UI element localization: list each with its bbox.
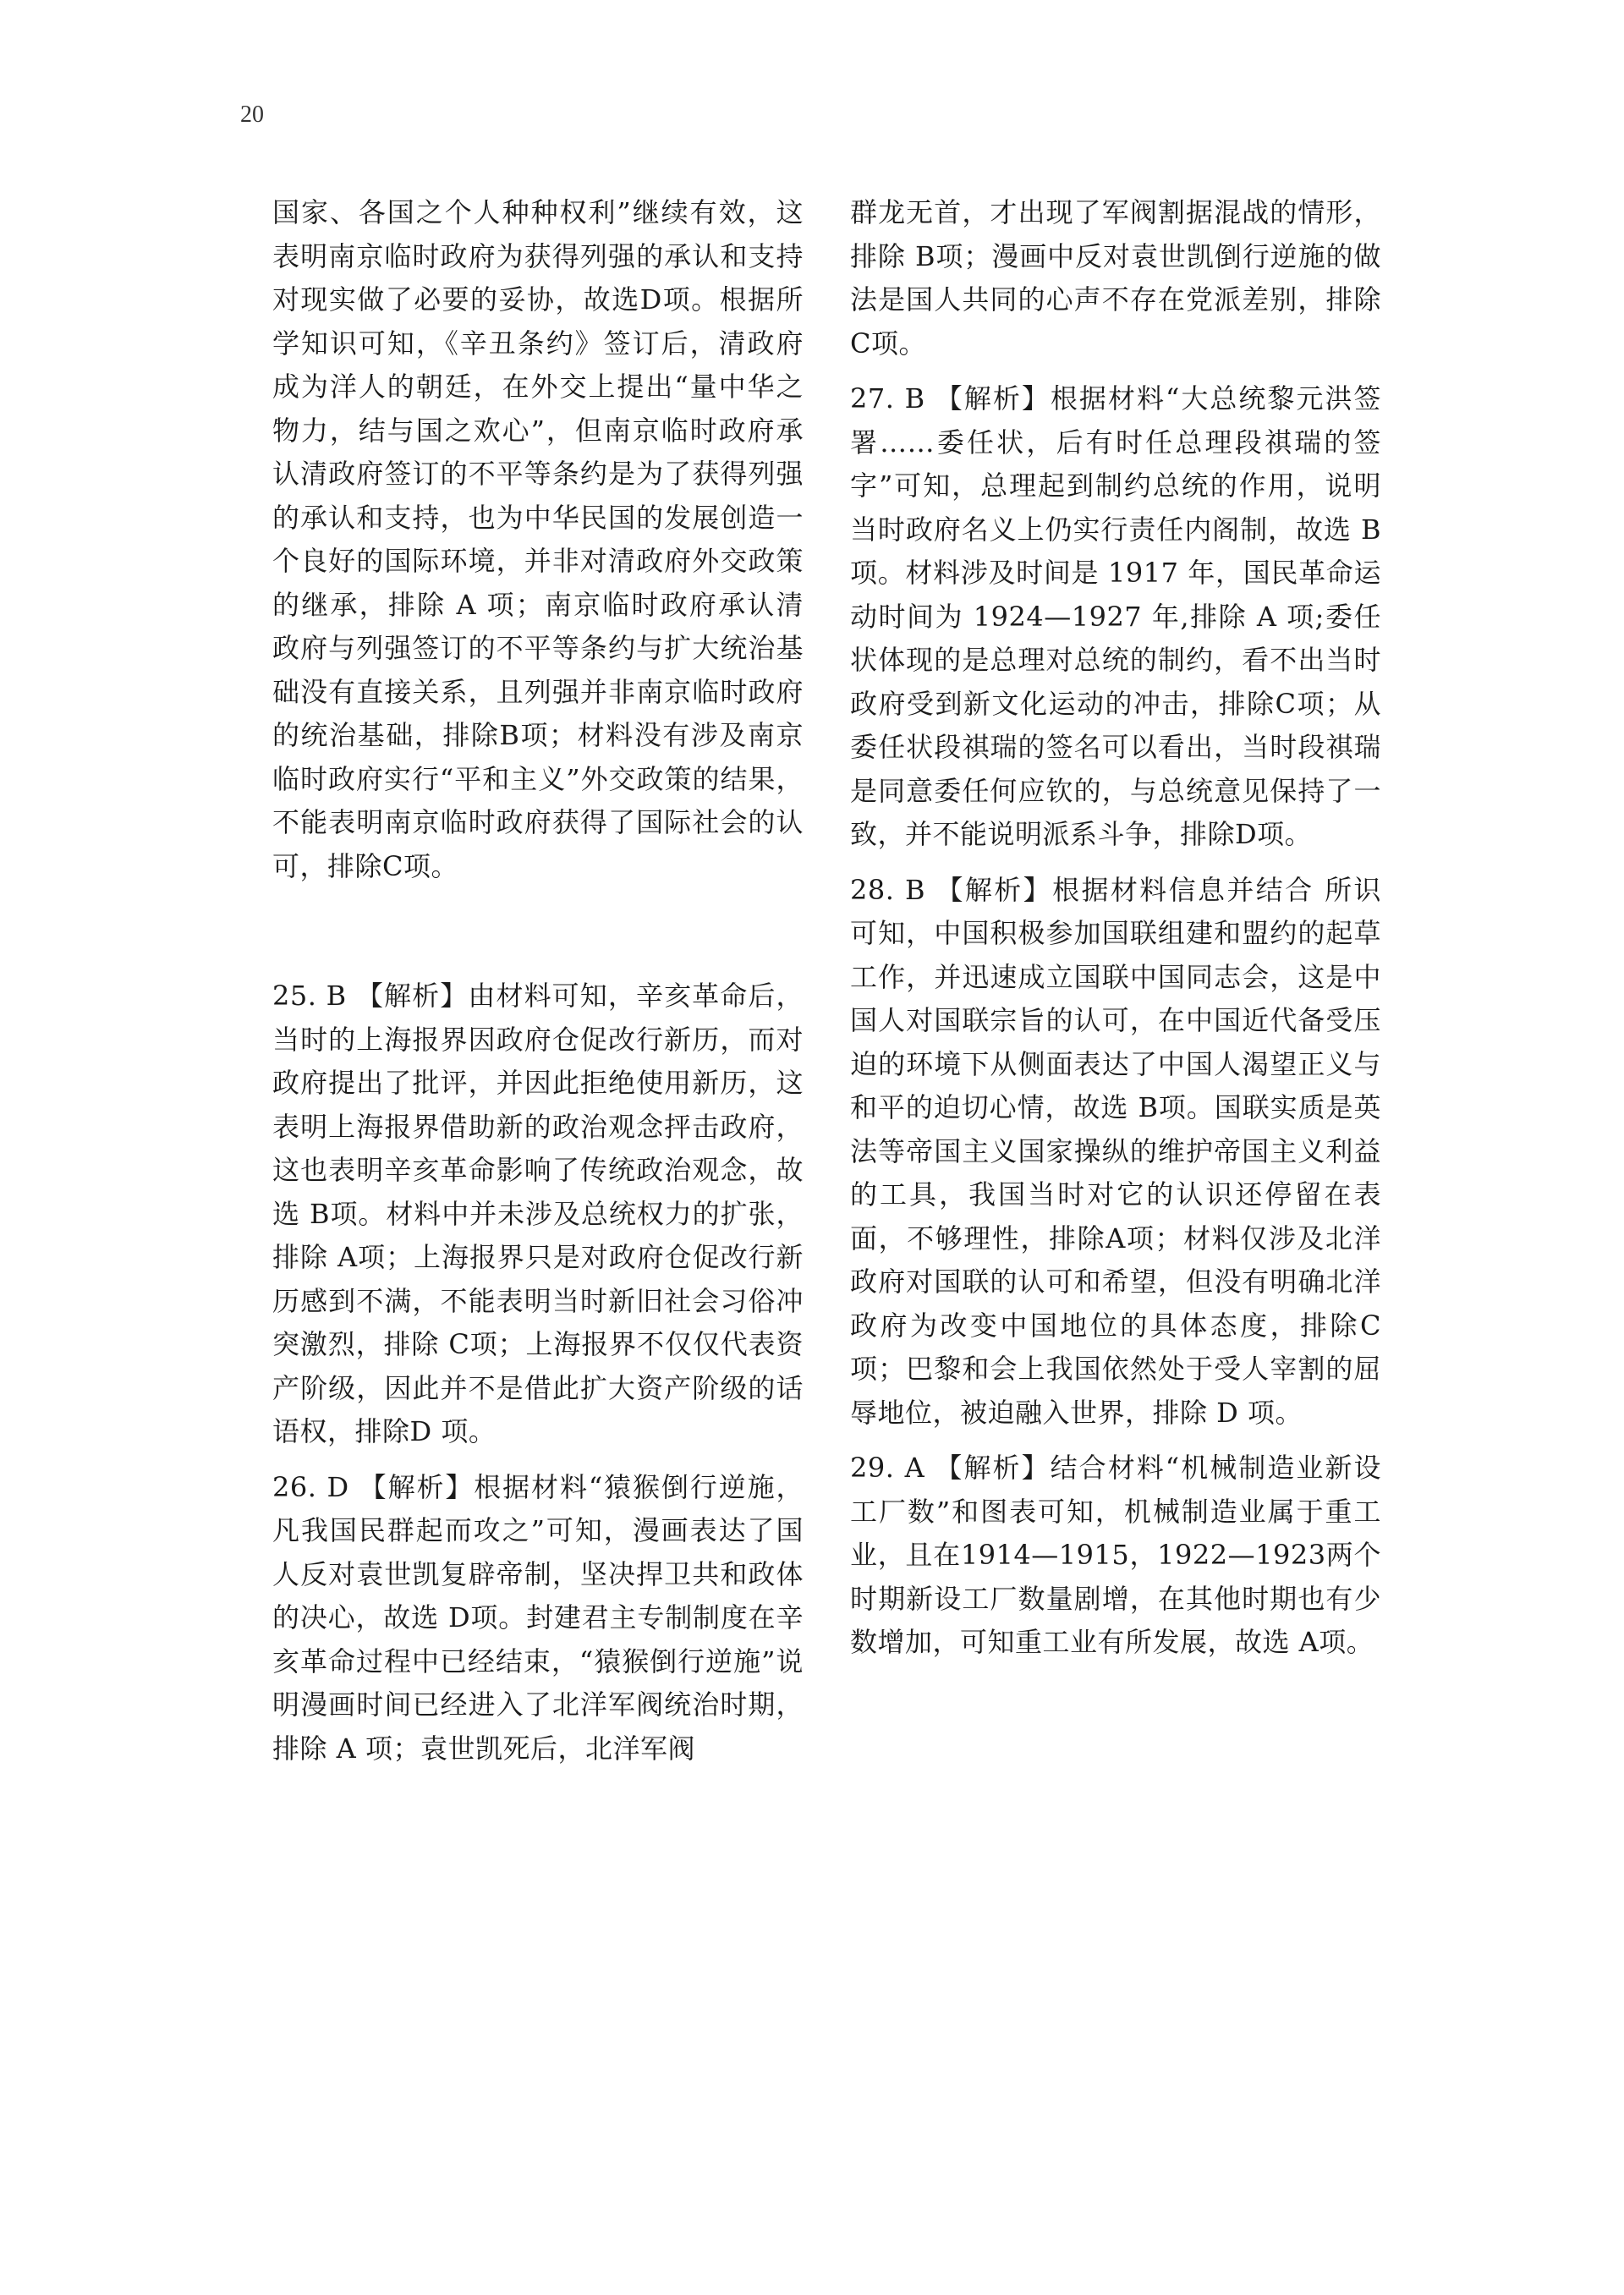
answer-27: 27. B 【解析】根据材料“大总统黎元洪签署……委任状，后有时任总理段祺瑞的签字”可知，总理起到制约总统的作用，说明当时政府名义上仍实行责任内阁制，故选 B项。材料涉及时间是 1917 年，国民革命运动时间为 1924—1927 年,排除 A 项;委任状体现的是总理对总统的制约，看不出当时政府受到新文化运动的冲击，排除C项；从委任状段祺瑞的签名可以看出，当时段祺瑞是同意委任何应钦的，与总统意见保持了一致，并不能说明派系斗争，排除D项。 bbox=[850, 382, 1381, 850]
answer-25: 25. B 【解析】由材料可知，辛亥革命后，当时的上海报界因政府仓促改行新历，而对政府提出了批评，并因此拒绝使用新历，这表明上海报界借助新的政治观念抨击政府，这也表明辛亥革命影响了传统政治观念，故选 B项。材料中并未涉及总统权力的扩张，排除 A项；上海报界只是对政府仓促改行新历感到不满，不能表明当时新旧社会习俗冲突激烈，排除 C项；上海报界不仅仅代表资产阶级，因此并不是借此扩大资产阶级的话语权，排除D 项。 bbox=[272, 980, 804, 1447]
answer-28: 28. B 【解析】根据材料信息并结合 所识可知，中国积极参加国联组建和盟约的起草工作，并迅速成立国联中国同志会，这是中国人对国联宗旨的认可，在中国近代备受压迫的环境下从侧面表达了中国人渴望正义与和平的迫切心情，故选 B项。国联实质是英法等帝国主义国家操纵的维护帝国主义利益的工具，我国当时对它的认识还停留在表面，不够理性，排除A项；材料仅涉及北洋政府对国联的认可和希望，但没有明确北洋政府为改变中国地位的具体态度，排除C项；巴黎和会上我国依然处于受人宰割的屈辱地位，被迫融入世界，排除 D 项。 bbox=[850, 873, 1381, 1429]
answer-26-continued: 群龙无首，才出现了军阀割据混战的情形，排除 B项；漫画中反对袁世凯倒行逆施的做法是国人共同的心声不存在党派差别，排除C项。 bbox=[850, 196, 1381, 360]
answer-24-continued: 国家、各国之个人种种权利”继续有效，这表明南京临时政府为获得列强的承认和支持对现实做了必要的妥协，故选D项。根据所学知识可知，《辛丑条约》签订后，清政府成为洋人的朝廷，在外交上提出“量中华之物力，结与国之欢心”，但南京临时政府承认清政府签订的不平等条约是为了获得列强的承认和支持，也为中华民国的发展创造一个良好的国际环境，并非对清政府外交政策的继承，排除 A 项；南京临时政府承认清政府与列强签订的不平等条约与扩大统治基础没有直接关系，且列强并非南京临时政府的统治基础，排除B项；材料没有涉及南京临时政府实行“平和主义”外交政策的结果，不能表明南京临时政府获得了国际社会的认可，排除C项。 bbox=[272, 196, 804, 882]
paragraph-spacer bbox=[850, 857, 1381, 869]
answer-29: 29. A 【解析】结合材料“机械制造业新设工厂数”和图表可知，机械制造业属于重工业，且在1914—1915，1922—1923两个时期新设工厂数量剧增，在其他时期也有少数增加，可知重工业有所发展，故选 A项。 bbox=[850, 1452, 1381, 1658]
paragraph-spacer bbox=[272, 888, 804, 975]
left-column bbox=[272, 191, 804, 1771]
answer-26: 26. D 【解析】根据材料“猿猴倒行逆施，凡我国民群起而攻之”可知，漫画表达了国人反对袁世凯复辟帝制，坚决捍卫共和政体的决心，故选 D项。封建君主专制制度在辛亥革命过程中已经结束，“猿猴倒行逆施”说明漫画时间已经进入了北洋军阀统治时期，排除 A 项；袁世凯死后，北洋军阀 bbox=[272, 1470, 804, 1765]
right-column bbox=[850, 191, 1381, 1665]
paragraph-spacer bbox=[272, 1454, 804, 1466]
page-number: 20 bbox=[240, 102, 264, 128]
paragraph-spacer bbox=[850, 365, 1381, 377]
paragraph-spacer bbox=[850, 1435, 1381, 1447]
